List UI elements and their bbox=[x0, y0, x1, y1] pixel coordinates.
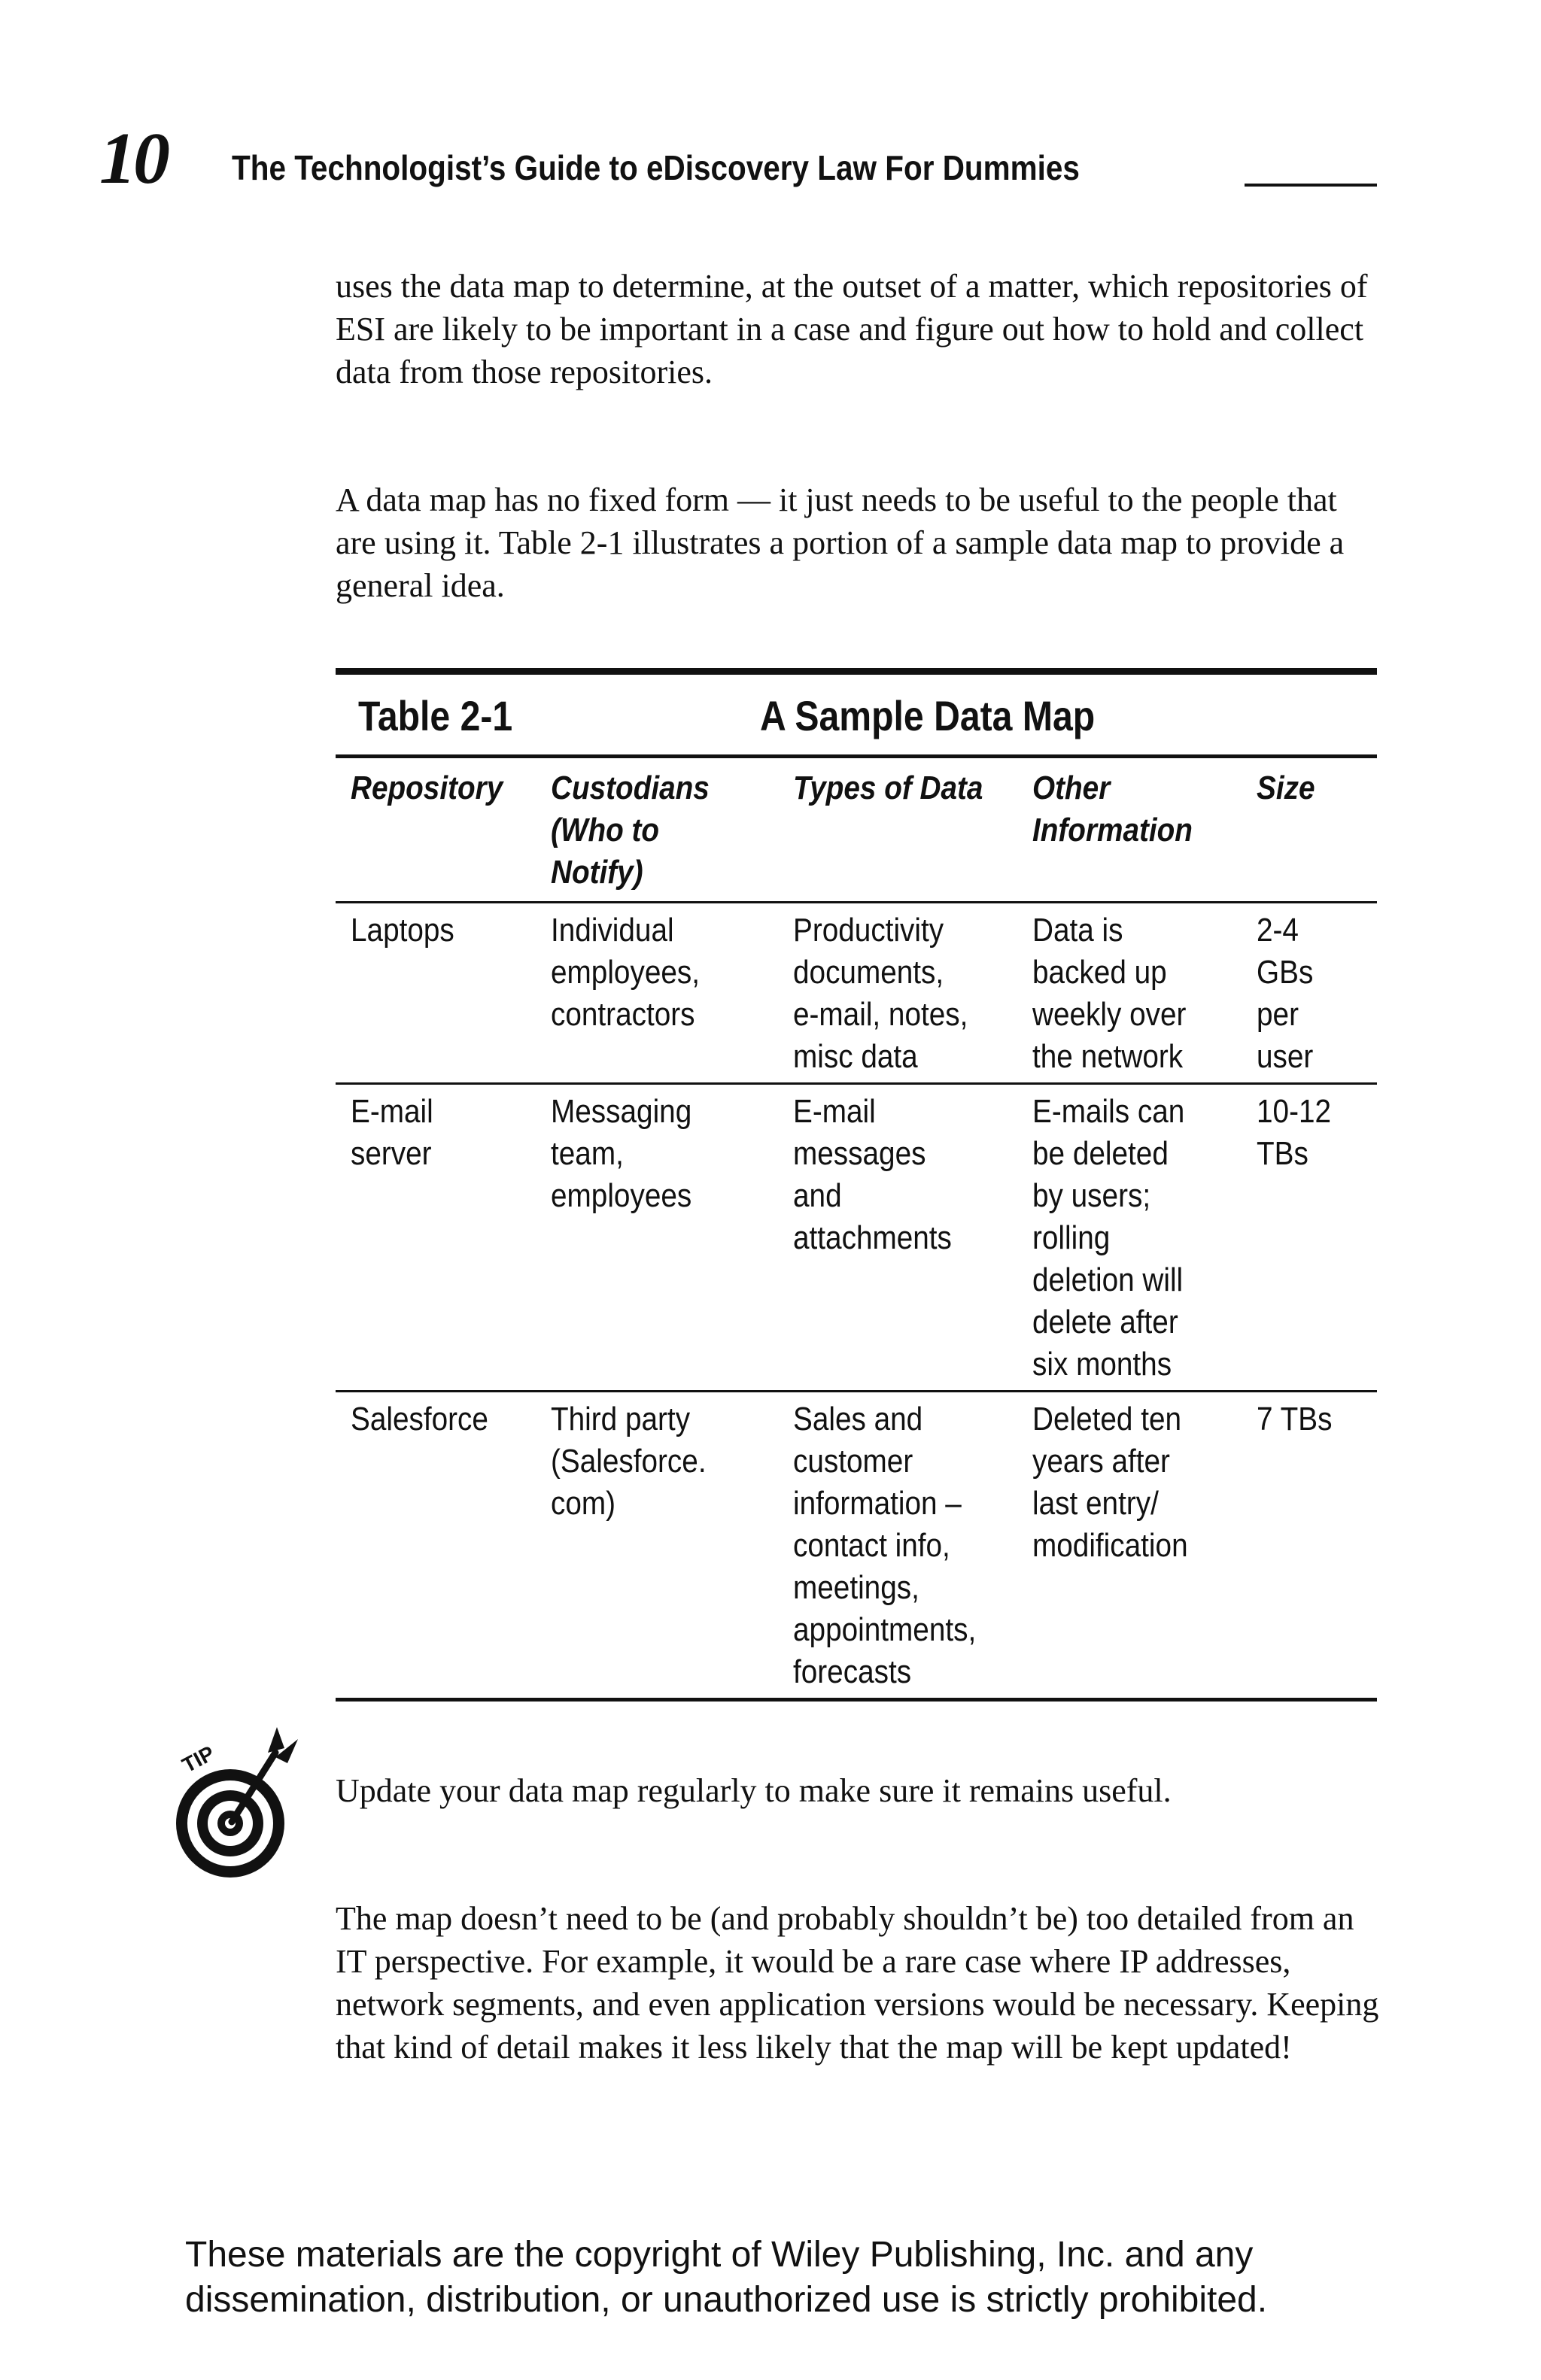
target-dart-icon bbox=[172, 1723, 302, 1881]
cell-types-of-data: E-mail messages and attachments bbox=[793, 1093, 952, 1256]
footer-line-2: dissemination, distribution, or unauthorized use is strictly prohibited. bbox=[185, 2280, 1268, 2320]
table-header-row bbox=[336, 758, 1377, 901]
cell-custodians: Messaging team, employees bbox=[551, 1093, 692, 1214]
cell-size: 7 TBs bbox=[1257, 1401, 1333, 1437]
header-custodians: Custodians (Who to Notify) bbox=[551, 770, 710, 891]
cell-custodians: Individual employees, contractors bbox=[551, 912, 701, 1033]
data-map-table bbox=[336, 668, 1377, 1702]
header-size: Size bbox=[1257, 770, 1315, 806]
copyright-footer bbox=[185, 2233, 1464, 2323]
body-paragraph-2: A data map has no fixed form — it just needs to be useful to the people that are using it. Table 2-1 illustrates a portion of a sample data map to provide a general idea. bbox=[336, 481, 1345, 604]
table-bottom-rule bbox=[336, 1698, 1377, 1702]
table-caption bbox=[336, 675, 1377, 754]
body-paragraph-3: The map doesn’t need to be (and probably shouldn’t be) too detailed from an IT perspective. For example, it would be a rare case where IP addresses, network segments, and even application versions would be necessary. Keeping that kind of detail makes it less likely that the map will be kept updated! bbox=[336, 1900, 1379, 2066]
table-row bbox=[336, 1392, 1377, 1698]
table-row bbox=[336, 903, 1377, 1082]
cell-repository: E-mail server bbox=[351, 1093, 433, 1172]
cell-custodians: Third party (Salesforce. com) bbox=[551, 1401, 707, 1522]
running-head-title: The Technologist’s Guide to eDiscovery Law For Dummies bbox=[232, 148, 1080, 187]
table-top-rule bbox=[336, 668, 1377, 675]
cell-other-information: E-mails can be deleted by users; rolling deletion will delete after six months bbox=[1032, 1093, 1185, 1383]
cell-types-of-data: Productivity documents, e-mail, notes, misc data bbox=[793, 912, 968, 1075]
running-head-rule bbox=[1245, 184, 1377, 187]
tip-label: TIP bbox=[178, 1741, 219, 1777]
table-title: A Sample Data Map bbox=[760, 692, 1096, 739]
header-repository: Repository bbox=[351, 770, 503, 806]
table-row bbox=[336, 1085, 1377, 1390]
footer-line-1: These materials are the copyright of Wiley Publishing, Inc. and any bbox=[185, 2235, 1254, 2275]
cell-repository: Salesforce bbox=[351, 1401, 488, 1437]
header-types-of-data: Types of Data bbox=[793, 770, 983, 806]
cell-other-information: Data is backed up weekly over the network bbox=[1032, 912, 1187, 1075]
cell-repository: Laptops bbox=[351, 912, 454, 949]
body-paragraph-1: uses the data map to determine, at the outset of a matter, which repositories of ESI are likely to be important in a case and figure out how to hold and collect data from those repositories. bbox=[336, 268, 1368, 390]
cell-other-information: Deleted ten years after last entry/ modification bbox=[1032, 1401, 1188, 1564]
cell-types-of-data: Sales and customer information – contact info, meetings, appointments, forecasts bbox=[793, 1401, 977, 1690]
tip-text: Update your data map regularly to make sure it remains useful. bbox=[336, 1772, 1172, 1809]
header-other-information: Other Information bbox=[1032, 770, 1193, 848]
table-number: Table 2-1 bbox=[358, 692, 513, 739]
cell-size: 2-4 GBs per user bbox=[1257, 912, 1314, 1075]
page-number: 10 bbox=[99, 118, 167, 199]
cell-size: 10-12 TBs bbox=[1257, 1093, 1332, 1172]
